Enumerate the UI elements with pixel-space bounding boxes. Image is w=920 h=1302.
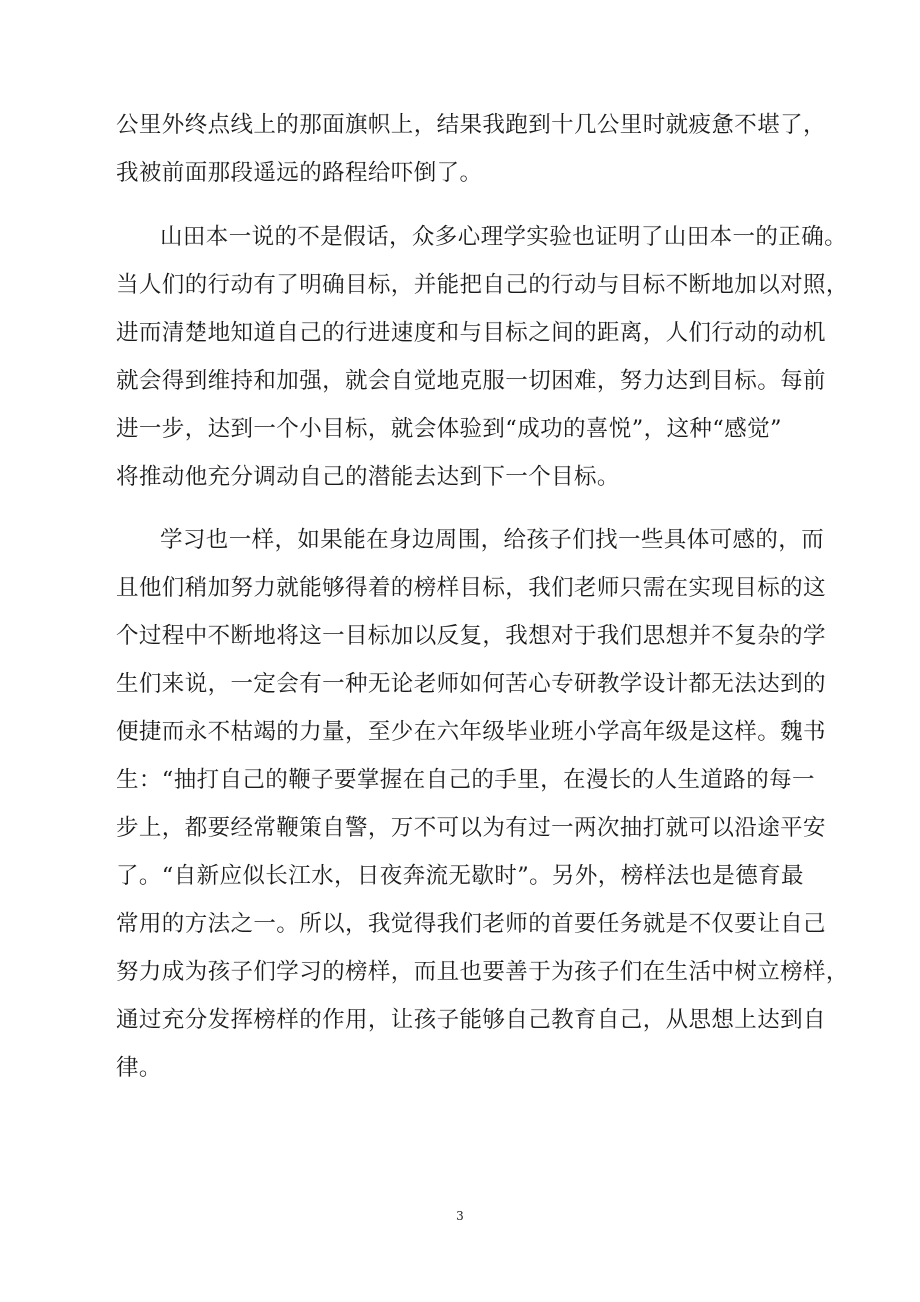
- paragraph-3-line-2: 且他们稍加努力就能够得着的榜样目标，我们老师只需在实现目标的这: [116, 575, 826, 601]
- paragraph-2-line-4: 就会得到维持和加强，就会自觉地克服一切困难，努力达到目标。每前: [116, 368, 826, 394]
- paragraph-3-line-11: 通过充分发挥榜样的作用，让孩子能够自己教育自己，从思想上达到自: [116, 1007, 826, 1033]
- paragraph-2-line-2: 当人们的行动有了明确目标，并能把自己的行动与目标不断地加以对照，: [116, 272, 849, 298]
- paragraph-3-line-3: 个过程中不断地将这一目标加以反复，我想对于我们思想并不复杂的学: [116, 623, 826, 649]
- page-number: 3: [456, 1209, 464, 1223]
- paragraph-2-line-1: 山田本一说的不是假话，众多心理学实验也证明了山田本一的正确。: [160, 224, 848, 250]
- paragraph-3-line-5: 便捷而永不枯竭的力量，至少在六年级毕业班小学高年级是这样。魏书: [116, 719, 826, 745]
- paragraph-2-line-3: 进而清楚地知道自己的行进速度和与目标之间的距离，人们行动的动机: [116, 320, 826, 346]
- paragraph-2-line-6: 将推动他充分调动自己的潜能去达到下一个目标。: [116, 464, 620, 490]
- paragraph-2-line-5: 进一步，达到一个小目标，就会体验到“成功的喜悦”，这种“感觉”: [116, 416, 782, 442]
- paragraph-3-line-9: 常用的方法之一。所以，我觉得我们老师的首要任务就是不仅要让自己: [116, 911, 826, 937]
- paragraph-1-line-1: 公里外终点线上的那面旗帜上，结果我跑到十几公里时就疲惫不堪了，: [116, 112, 826, 138]
- paragraph-3-line-12: 律。: [116, 1055, 162, 1081]
- paragraph-3-line-6: 生：“抽打自己的鞭子要掌握在自己的手里，在漫长的人生道路的每一: [116, 767, 815, 793]
- paragraph-3-line-7: 步上，都要经常鞭策自警，万不可以为有过一两次抽打就可以沿途平安: [116, 815, 826, 841]
- paragraph-1-line-2: 我被前面那段遥远的路程给吓倒了。: [116, 160, 483, 186]
- paragraph-3-line-8: 了。“自新应似长江水，日夜奔流无歇时”。另外，榜样法也是德育最: [116, 863, 804, 889]
- paragraph-3-line-10: 努力成为孩子们学习的榜样，而且也要善于为孩子们在生活中树立榜样，: [116, 959, 849, 985]
- paragraph-3-line-4: 生们来说，一定会有一种无论老师如何苦心专研教学设计都无法达到的: [116, 671, 826, 697]
- paragraph-3-line-1: 学习也一样，如果能在身边周围，给孩子们找一些具体可感的，而: [160, 527, 825, 553]
